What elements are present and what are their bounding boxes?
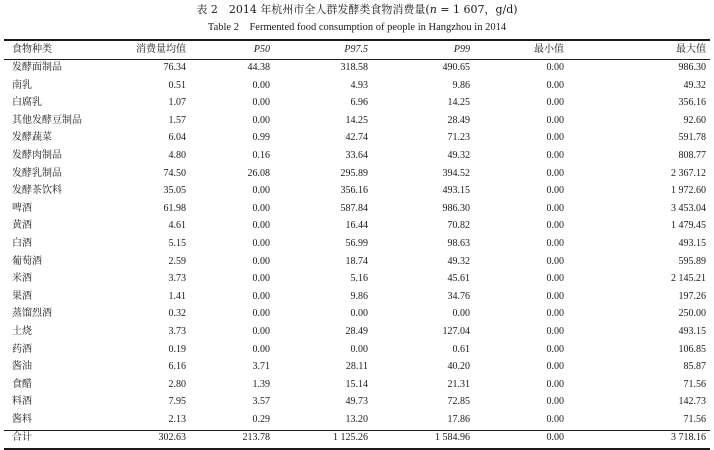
food-name-cell: 米酒 — [12, 273, 32, 285]
value-cell: 28.49 — [447, 114, 470, 126]
header-p99: P99 — [453, 44, 470, 55]
value-cell: 71.23 — [447, 132, 470, 144]
table-row — [4, 59, 710, 77]
value-cell: 0.00 — [350, 343, 368, 355]
value-cell: 45.61 — [447, 273, 470, 285]
food-name-cell: 酱料 — [12, 413, 32, 425]
table-row — [4, 94, 710, 112]
food-name-cell: 发酵蔬菜 — [12, 132, 52, 144]
value-cell: 2.13 — [168, 413, 186, 425]
value-cell: 0.00 — [252, 255, 270, 267]
value-cell: 0.32 — [168, 308, 186, 320]
value-cell: 0.00 — [546, 255, 564, 267]
value-cell: 49.32 — [447, 149, 470, 161]
value-cell: 490.65 — [442, 62, 470, 73]
value-cell: 0.00 — [252, 202, 270, 214]
table-row — [4, 129, 710, 147]
table-row — [4, 358, 710, 376]
table-row — [4, 77, 710, 95]
value-cell: 0.00 — [546, 237, 564, 249]
value-cell: 13.20 — [345, 413, 368, 425]
header-p50: P50 — [253, 44, 270, 55]
value-cell: 127.04 — [442, 325, 470, 337]
food-name-cell: 土烧 — [12, 325, 32, 337]
value-cell: 0.00 — [546, 185, 564, 197]
value-cell: 0.00 — [546, 273, 564, 285]
food-name-cell: 白酒 — [12, 237, 32, 249]
food-name-cell: 黄酒 — [12, 220, 32, 232]
value-cell: 1 125.26 — [333, 432, 368, 444]
caption-cn-suffix: = 1 607，g/d) — [436, 3, 518, 16]
table-row — [4, 305, 710, 323]
food-name-cell: 发酵茶饮料 — [12, 185, 62, 197]
value-cell: 17.86 — [447, 413, 470, 425]
table-row — [4, 217, 710, 235]
value-cell: 70.82 — [447, 220, 470, 232]
table-row — [4, 165, 710, 183]
value-cell: 0.00 — [546, 361, 564, 373]
value-cell: 74.50 — [163, 167, 186, 179]
value-cell: 16.44 — [345, 220, 368, 232]
value-cell: 3.71 — [252, 361, 270, 373]
value-cell: 0.00 — [546, 132, 564, 144]
value-cell: 0.00 — [546, 167, 564, 179]
table-row — [4, 112, 710, 130]
value-cell: 0.00 — [452, 308, 470, 320]
table-row — [4, 288, 710, 306]
table-row — [4, 323, 710, 341]
value-cell: 35.05 — [163, 185, 186, 197]
food-name-cell: 葡萄酒 — [12, 255, 42, 267]
value-cell: 986.30 — [678, 62, 706, 73]
value-cell: 7.95 — [168, 396, 186, 408]
value-cell: 808.77 — [678, 149, 706, 161]
value-cell: 40.20 — [447, 361, 470, 373]
value-cell: 493.15 — [442, 185, 470, 197]
value-cell: 14.25 — [345, 114, 368, 126]
value-cell: 302.63 — [158, 432, 186, 444]
food-name-cell: 发酵乳制品 — [12, 167, 62, 179]
value-cell: 587.84 — [340, 202, 368, 214]
value-cell: 61.98 — [163, 202, 186, 214]
value-cell: 213.78 — [242, 432, 270, 444]
value-cell: 49.32 — [683, 79, 706, 91]
value-cell: 49.73 — [345, 396, 368, 408]
caption-cn-prefix: 表 2 2014 年杭州市全人群发酵类食物消费量( — [196, 3, 430, 16]
value-cell: 0.00 — [546, 220, 564, 232]
value-cell: 92.60 — [683, 114, 706, 126]
value-cell: 0.00 — [546, 378, 564, 390]
value-cell: 2.59 — [168, 255, 186, 267]
table-caption-cn — [0, 3, 714, 17]
value-cell: 3 453.04 — [671, 202, 706, 214]
value-cell: 3 718.16 — [671, 432, 706, 444]
value-cell: 0.00 — [546, 114, 564, 126]
value-cell: 72.85 — [447, 396, 470, 408]
value-cell: 595.89 — [678, 255, 706, 267]
value-cell: 1 972.60 — [671, 185, 706, 197]
header-mean: 消费量均值 — [136, 44, 186, 55]
value-cell: 71.56 — [683, 413, 706, 425]
value-cell: 0.00 — [252, 273, 270, 285]
table-row — [4, 411, 710, 429]
value-cell: 4.80 — [168, 149, 186, 161]
header-p97-5: P97.5 — [344, 44, 368, 55]
table-row — [4, 270, 710, 288]
value-cell: 0.00 — [546, 202, 564, 214]
value-cell: 250.00 — [678, 308, 706, 320]
value-cell: 106.85 — [678, 343, 706, 355]
food-name-cell: 发酵肉制品 — [12, 149, 62, 161]
value-cell: 986.30 — [442, 202, 470, 214]
value-cell: 71.56 — [683, 378, 706, 390]
value-cell: 4.61 — [168, 220, 186, 232]
value-cell: 4.93 — [350, 79, 368, 91]
value-cell: 0.99 — [252, 132, 270, 144]
value-cell: 0.16 — [252, 149, 270, 161]
value-cell: 0.00 — [546, 308, 564, 320]
food-name-cell: 合计 — [12, 432, 32, 444]
value-cell: 0.00 — [546, 149, 564, 161]
food-name-cell: 酱油 — [12, 361, 32, 373]
bottom-rule — [4, 448, 710, 450]
food-name-cell: 果酒 — [12, 290, 32, 302]
value-cell: 6.04 — [168, 132, 186, 144]
value-cell: 356.16 — [340, 185, 368, 197]
value-cell: 1 584.96 — [435, 432, 470, 444]
value-cell: 14.25 — [447, 97, 470, 109]
value-cell: 28.49 — [345, 325, 368, 337]
value-cell: 0.00 — [546, 62, 564, 73]
value-cell: 0.00 — [252, 114, 270, 126]
value-cell: 295.89 — [340, 167, 368, 179]
value-cell: 15.14 — [345, 378, 368, 390]
total-row — [4, 428, 710, 447]
value-cell: 0.00 — [546, 413, 564, 425]
value-cell: 0.00 — [252, 79, 270, 91]
value-cell: 21.31 — [447, 378, 470, 390]
value-cell: 18.74 — [345, 255, 368, 267]
value-cell: 2 145.21 — [671, 273, 706, 285]
value-cell: 2.80 — [168, 378, 186, 390]
value-cell: 0.00 — [546, 79, 564, 91]
table-row — [4, 182, 710, 200]
value-cell: 394.52 — [442, 167, 470, 179]
food-name-cell: 料酒 — [12, 396, 32, 408]
value-cell: 98.63 — [447, 237, 470, 249]
value-cell: 0.00 — [546, 325, 564, 337]
table-row — [4, 341, 710, 359]
value-cell: 0.00 — [252, 290, 270, 302]
header-row — [4, 40, 710, 59]
value-cell: 142.73 — [678, 396, 706, 408]
food-name-cell: 南乳 — [12, 79, 32, 91]
value-cell: 3.73 — [168, 273, 186, 285]
table-row — [4, 253, 710, 271]
value-cell: 1.07 — [168, 97, 186, 109]
food-name-cell: 蒸馏烈酒 — [12, 308, 52, 320]
table-row — [4, 393, 710, 411]
value-cell: 0.00 — [252, 220, 270, 232]
header-min: 最小值 — [534, 44, 564, 55]
food-name-cell: 发酵面制品 — [12, 62, 62, 73]
header-food-type: 食物种类 — [12, 44, 52, 55]
value-cell: 0.00 — [252, 325, 270, 337]
value-cell: 6.96 — [350, 97, 368, 109]
value-cell: 42.74 — [345, 132, 368, 144]
value-cell: 1.39 — [252, 378, 270, 390]
value-cell: 318.58 — [340, 62, 368, 73]
value-cell: 0.00 — [252, 237, 270, 249]
food-name-cell: 白腐乳 — [12, 97, 42, 109]
value-cell: 56.99 — [345, 237, 368, 249]
value-cell: 9.86 — [452, 79, 470, 91]
value-cell: 1.41 — [168, 290, 186, 302]
value-cell: 0.51 — [168, 79, 186, 91]
value-cell: 0.00 — [546, 97, 564, 109]
value-cell: 197.26 — [678, 290, 706, 302]
value-cell: 9.86 — [350, 290, 368, 302]
value-cell: 33.64 — [345, 149, 368, 161]
table-row — [4, 200, 710, 218]
value-cell: 0.00 — [350, 308, 368, 320]
value-cell: 0.29 — [252, 413, 270, 425]
caption-cn-n: n — [429, 3, 437, 16]
value-cell: 493.15 — [678, 237, 706, 249]
consumption-table — [4, 40, 710, 447]
value-cell: 493.15 — [678, 325, 706, 337]
value-cell: 1 479.45 — [671, 220, 706, 232]
value-cell: 0.00 — [252, 343, 270, 355]
table-row — [4, 376, 710, 394]
food-name-cell: 药酒 — [12, 343, 32, 355]
value-cell: 49.32 — [447, 255, 470, 267]
value-cell: 0.00 — [546, 396, 564, 408]
value-cell: 2 367.12 — [671, 167, 706, 179]
value-cell: 0.00 — [546, 290, 564, 302]
value-cell: 0.00 — [252, 97, 270, 109]
food-name-cell: 其他发酵豆制品 — [12, 114, 82, 126]
value-cell: 0.61 — [452, 343, 470, 355]
value-cell: 0.00 — [546, 343, 564, 355]
value-cell: 0.00 — [546, 432, 564, 444]
value-cell: 0.19 — [168, 343, 186, 355]
value-cell: 6.16 — [168, 361, 186, 373]
table-caption-en: Table 2 Fermented food consumption of people in Hangzhou in 2014 — [207, 22, 507, 33]
value-cell: 591.78 — [678, 132, 706, 144]
value-cell: 26.08 — [247, 167, 270, 179]
value-cell: 44.38 — [247, 62, 270, 73]
food-name-cell: 食醋 — [12, 378, 32, 390]
value-cell: 5.15 — [168, 237, 186, 249]
header-max: 最大值 — [676, 44, 706, 55]
value-cell: 76.34 — [163, 62, 186, 73]
value-cell: 5.16 — [350, 273, 368, 285]
value-cell: 28.11 — [345, 361, 368, 373]
value-cell: 0.00 — [252, 308, 270, 320]
value-cell: 85.87 — [683, 361, 706, 373]
value-cell: 356.16 — [678, 97, 706, 109]
table-row — [4, 147, 710, 165]
value-cell: 1.57 — [168, 114, 186, 126]
food-name-cell: 啤酒 — [12, 202, 32, 214]
value-cell: 3.57 — [252, 396, 270, 408]
table-row — [4, 235, 710, 253]
value-cell: 34.76 — [447, 290, 470, 302]
value-cell: 0.00 — [252, 185, 270, 197]
value-cell: 3.73 — [168, 325, 186, 337]
